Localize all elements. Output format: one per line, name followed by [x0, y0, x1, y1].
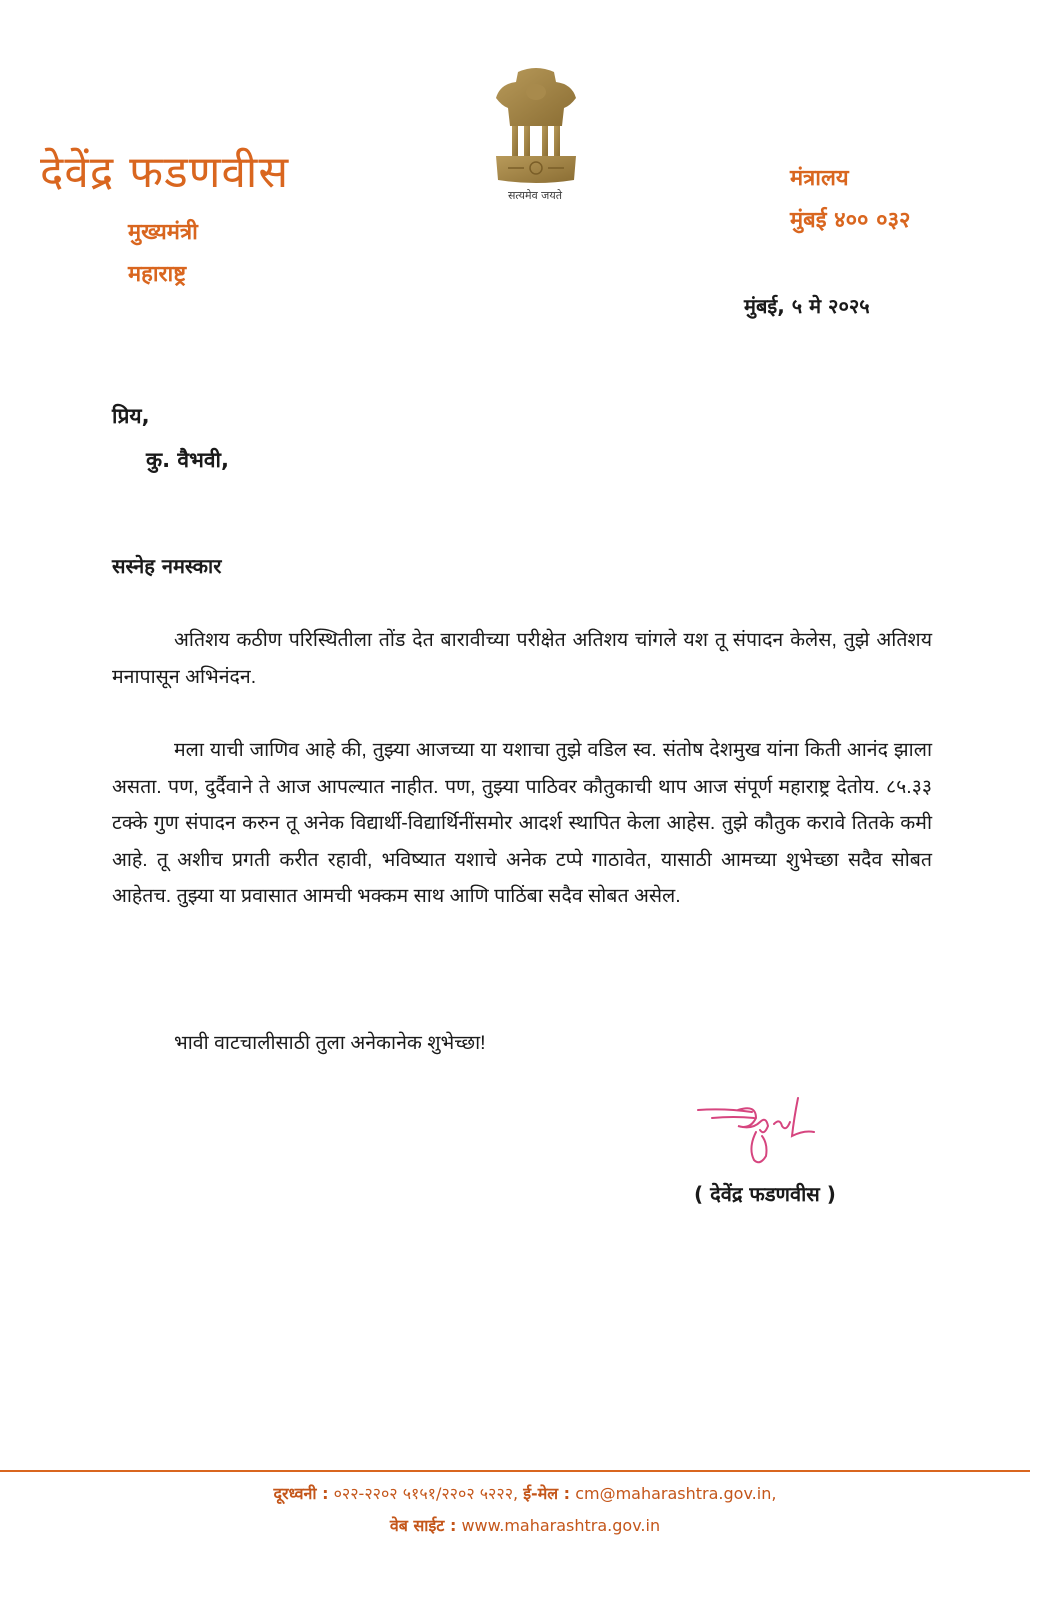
- phone-value: ०२२-२२०२ ५१५१/२२०२ ५२२२,: [333, 1484, 519, 1503]
- handwritten-signature: [694, 1096, 834, 1176]
- greeting: सस्नेह नमस्कार: [112, 554, 222, 578]
- letter-date: मुंबई, ५ मे २०२५: [744, 294, 870, 318]
- website-label: वेब साईट :: [389, 1516, 457, 1535]
- sender-designation: मुख्यमंत्री: [128, 220, 198, 245]
- footer-contact: [0, 1482, 1050, 1504]
- sender-state: महाराष्ट्र: [128, 262, 187, 287]
- national-emblem-icon: [488, 64, 584, 184]
- recipient-name: कु. वैभवी,: [146, 448, 229, 472]
- body-paragraph: अतिशय कठीण परिस्थितीला तोंड देत बारावीच्या परीक्षेत अतिशय चांगले यश तू संपादन केलेस, तुझे अतिशय मनापासून अभिनंदन.: [112, 629, 932, 688]
- office-address: मुंबई ४०० ०३२: [790, 208, 911, 233]
- email-label: ई-मेल :: [523, 1484, 571, 1503]
- signatory-name: ( देवेंद्र फडणवीस ): [694, 1182, 836, 1206]
- sender-name: देवेंद्र फडणवीस: [40, 147, 290, 198]
- phone-label: दूरध्वनी :: [273, 1484, 329, 1503]
- office-name: मंत्रालय: [790, 166, 849, 191]
- body-paragraph: मला याची जाणिव आहे की, तुझ्या आजच्या या यशाचा तुझे वडिल स्व. संतोष देशमुख यांना किती आनंद झाला असता. पण, दुर्दैवाने ते आज आपल्यात नाहीत. पण, तुझ्या पाठिवर कौतुकाची थाप आज संपूर्ण महाराष्ट्र देतोय. ८५.३३ टक्के गुण संपादन करुन तू अनेक विद्यार्थी-विद्यार्थिनींसमोर आदर्श स्थापित केला आहेस. तुझे कौतुक करावे तितके कमी आहे. तू अशीच प्रगती करीत रहावी, भविष्यात यशाचे अनेक टप्पे गाठावेत, यासाठी आमच्या शुभेच्छा सदैव सोबत आहेतच. तुझ्या या प्रवासात आमची भक्कम साथ आणि पाठिंबा सदैव सोबत असेल.: [112, 739, 932, 907]
- footer-divider: [0, 1470, 1030, 1472]
- emblem-motto: सत्यमेव जयते: [507, 189, 562, 202]
- email-link[interactable]: cm@maharashtra.gov.in,: [575, 1484, 777, 1503]
- body-paragraph: भावी वाटचालीसाठी तुला अनेकानेक शुभेच्छा!: [174, 1032, 486, 1054]
- salutation: प्रिय,: [112, 404, 150, 428]
- footer-website: [0, 1514, 1050, 1536]
- website-link[interactable]: www.maharashtra.gov.in: [461, 1516, 661, 1535]
